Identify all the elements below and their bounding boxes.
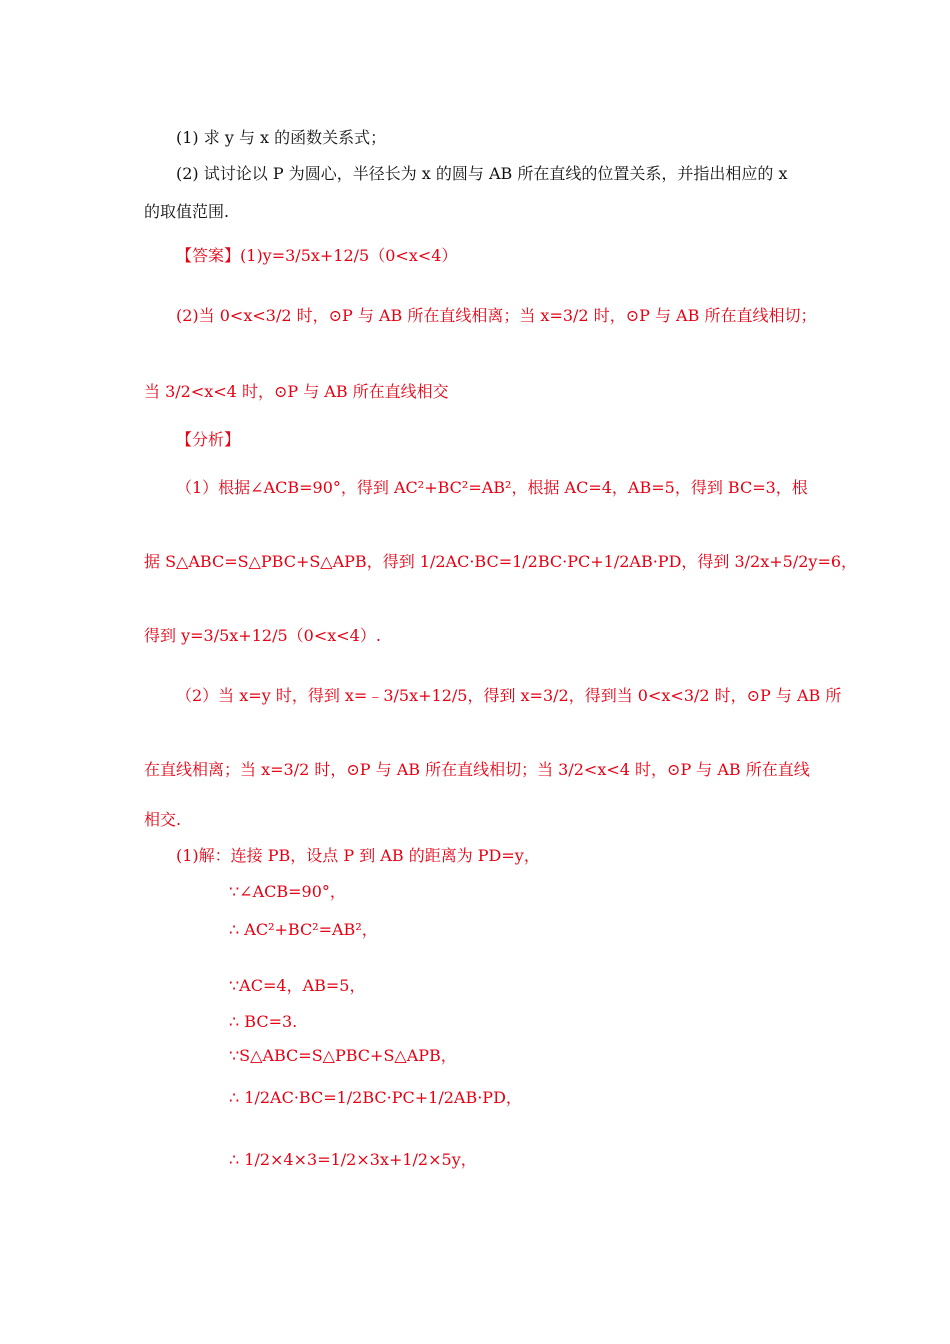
answer-part-2-line-2: 当 3/2<x<4 时，⊙P 与 AB 所在直线相交 (144, 382, 449, 401)
analysis-line-5: 在直线相离；当 x=3/2 时，⊙P 与 AB 所在直线相切；当 3/2<x<4 时，⊙P 与 AB 所在直线 (144, 760, 810, 779)
solution-line-8: ∴ 1/2×4×3=1/2×3x+1/2×5y， (229, 1150, 477, 1169)
answer-part-2-line-1: (2)当 0<x<3/2 时，⊙P 与 AB 所在直线相离；当 x=3/2 时，⊙P 与 AB 所在直线相切； (176, 306, 817, 325)
question-part-2-line-1: (2) 试讨论以 P 为圆心，半径长为 x 的圆与 AB 所在直线的位置关系，并指出相应的 x (176, 164, 788, 183)
solution-line-7: ∴ 1/2AC·BC=1/2BC·PC+1/2AB·PD， (229, 1088, 522, 1107)
solution-line-6: ∵S△ABC=S△PBC+S△APB， (229, 1046, 457, 1065)
answer-part-1 (176, 246, 457, 266)
analysis-line-6: 相交. (144, 810, 182, 829)
question-part-1: (1) 求 y 与 x 的函数关系式； (176, 128, 387, 147)
solution-line-1: (1)解：连接 PB，设点 P 到 AB 的距离为 PD=y， (176, 846, 540, 865)
solution-line-5: ∴ BC=3. (229, 1012, 298, 1031)
question-part-2-line-2: 的取值范围. (144, 202, 230, 221)
analysis-line-4: （2）当 x=y 时，得到 x=﹣3/5x+12/5，得到 x=3/2，得到当 0<x<3/2 时，⊙P 与 AB 所 (176, 686, 842, 705)
analysis-label: 【分析】 (176, 430, 241, 449)
answer-label: 【答案】 (176, 246, 241, 265)
solution-line-3: ∴ AC²+BC²=AB²， (229, 920, 378, 939)
analysis-line-2: 据 S△ABC=S△PBC+S△APB，得到 1/2AC·BC=1/2BC·PC+1/2AB·PD，得到 3/2x+5/2y=6， (144, 552, 858, 571)
solution-line-2: ∵∠ACB=90°， (229, 882, 346, 901)
answer-part-1-text: (1)y=3/5x+12/5（0<x<4） (240, 246, 458, 265)
analysis-line-3: 得到 y=3/5x+12/5（0<x<4）. (144, 626, 381, 645)
analysis-line-1: （1）根据∠ACB=90°，得到 AC²+BC²=AB²，根据 AC=4，AB=5，得到 BC=3，根 (176, 478, 808, 497)
solution-line-4: ∵AC=4，AB=5， (229, 976, 366, 995)
